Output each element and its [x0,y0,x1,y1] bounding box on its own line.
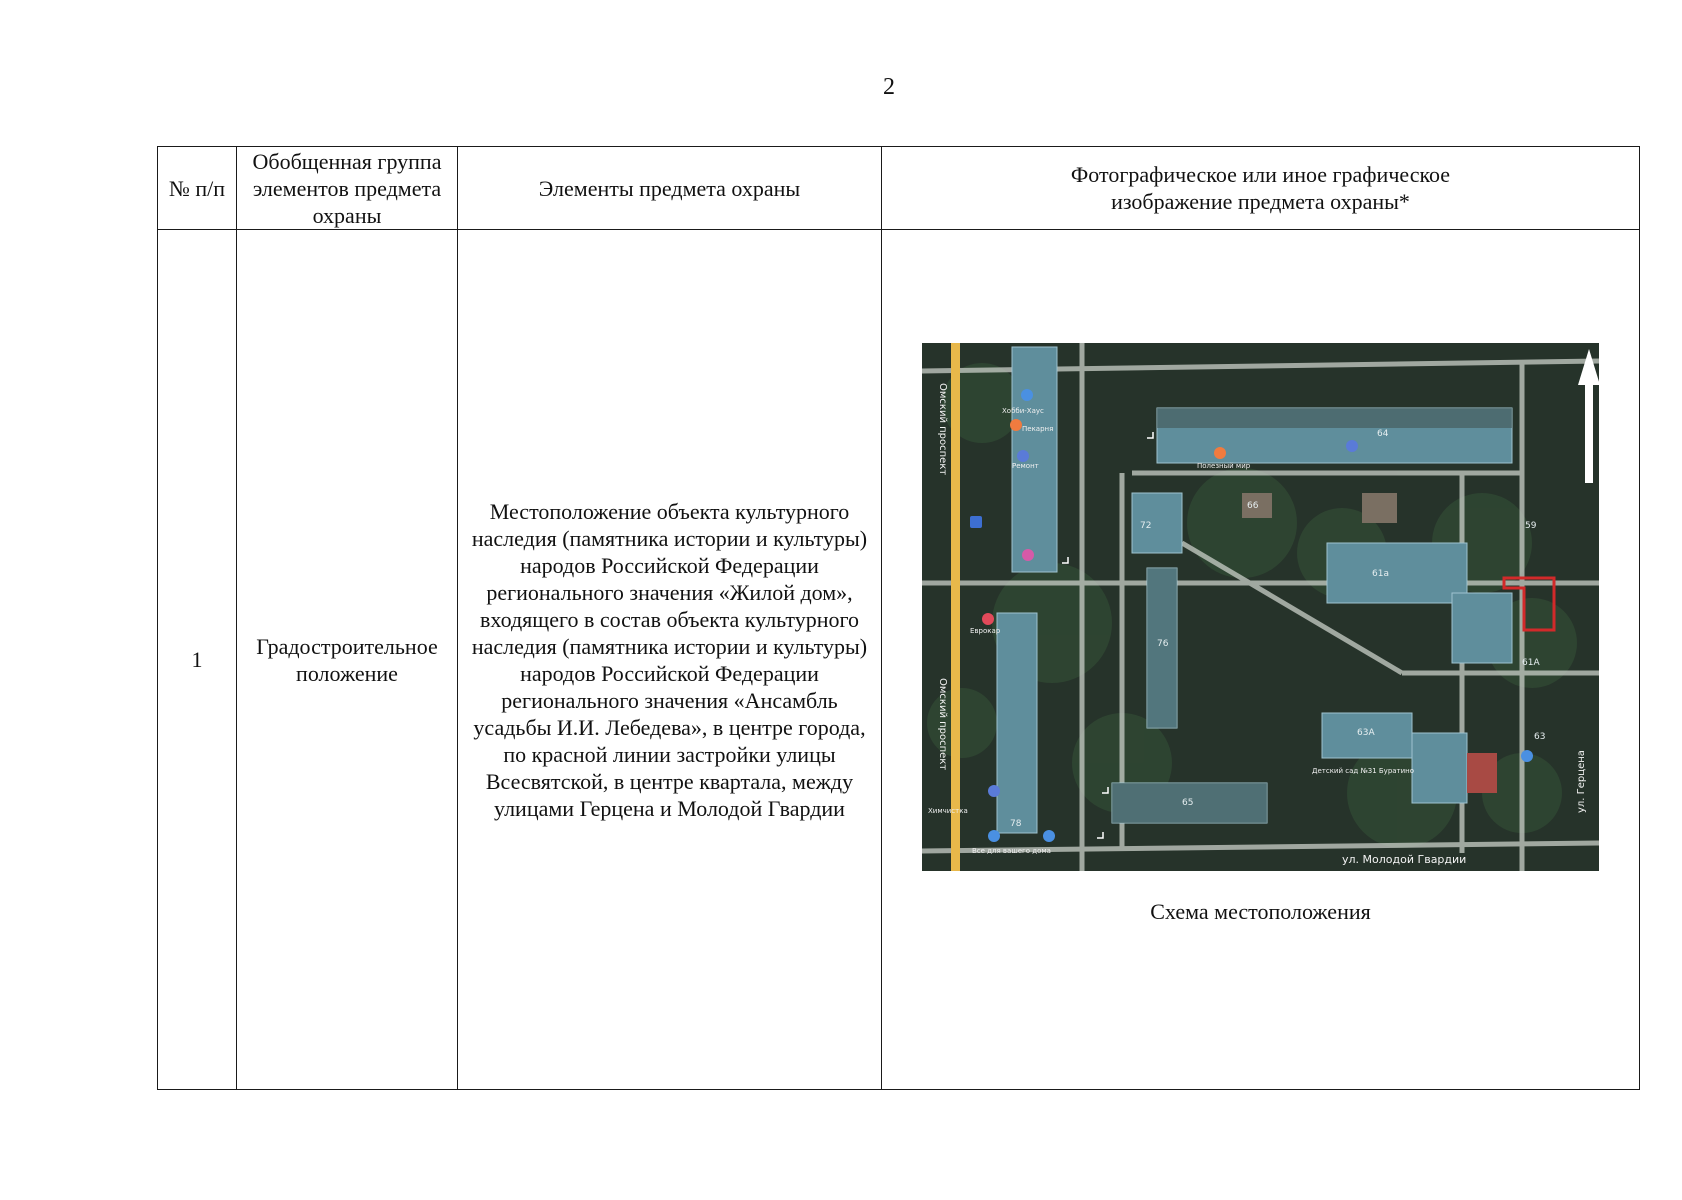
svg-text:Детский сад №31 Буратино: Детский сад №31 Буратино [1312,767,1415,775]
header-num: № п/п [158,147,237,230]
map-pin-icon [988,785,1000,797]
svg-text:66: 66 [1247,501,1259,511]
street-label-left-2: Омский проспект [937,678,948,771]
row-num: 1 [158,230,237,1090]
svg-text:Все для вашего дома: Все для вашего дома [972,847,1051,855]
header-elements: Элементы предмета охраны [458,147,882,230]
map-pin-icon [1022,549,1034,561]
table-header-row [158,147,1640,230]
map-pin-icon [1017,450,1029,462]
svg-text:61а: 61а [1372,569,1389,579]
svg-text:78: 78 [1010,819,1022,829]
map-caption: Схема местоположения [1150,899,1371,924]
street-label-bottom: ул. Молодой Гвардии [1342,853,1467,866]
street-label-right: ул. Герцена [1576,750,1587,813]
map-pin-icon [1214,447,1226,459]
svg-text:76: 76 [1157,639,1169,649]
svg-text:Химчистка: Химчистка [928,807,968,815]
svg-text:Еврокар: Еврокар [970,627,1001,635]
row-elements: Местоположение объекта культурного наследия (памятника истории и культуры) народов Российской Федерации регионального значения «Жилой дом», входящего в состав объекта культурного наследия (памятника истории и культуры) народов Российской Федерации регионального значения «Ансамбль усадьбы И.И. Лебедева», в центре города, по красной линии застройки улицы Всесвятской, в центре квартала, между улицами Герцена и Молодой Гвардии [458,230,882,1090]
svg-text:65: 65 [1182,798,1194,808]
map-pin-icon [982,613,994,625]
bus-stop-icon [970,516,982,528]
table-row [158,230,1640,1090]
map-pin-icon [1043,830,1055,842]
map-pin-icon [988,830,1000,842]
row-image-cell [882,230,1640,1090]
svg-text:61А: 61А [1522,658,1540,668]
map-pin-icon [1010,419,1022,431]
svg-text:63: 63 [1534,732,1546,742]
page-number: 2 [883,74,895,100]
svg-text:59: 59 [1525,521,1537,531]
street-label-left: Омский проспект [937,383,948,476]
svg-text:64: 64 [1377,429,1389,439]
svg-text:Ремонт: Ремонт [1012,462,1039,470]
svg-text:Хобби-Хаус: Хобби-Хаус [1002,407,1044,415]
svg-text:72: 72 [1140,521,1152,531]
row-group: Градостроительное положение [237,230,458,1090]
svg-text:Пекарня: Пекарня [1022,425,1054,433]
satellite-map-svg [922,343,1599,871]
header-image: Фотографическое или иное графическое изображение предмета охраны* [882,147,1640,230]
header-group: Обобщенная группа элементов предмета охраны [237,147,458,230]
protection-table [157,146,1640,1090]
map-pin-icon [1021,389,1033,401]
location-map [922,343,1599,871]
map-pin-icon [1346,440,1358,452]
map-pin-icon [1521,750,1533,762]
svg-text:63А: 63А [1357,728,1375,738]
svg-text:Полезный мир: Полезный мир [1197,462,1251,470]
